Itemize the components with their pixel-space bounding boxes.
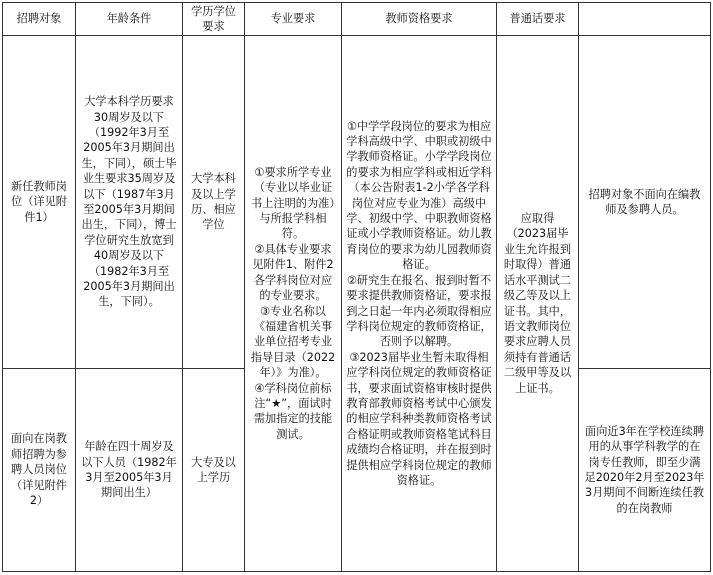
table-row	[3, 36, 711, 369]
header-age-condition: 年龄条件	[76, 3, 183, 36]
age-cell: 年龄在四十周岁及以下人员（1982年3月至2005年3月期间出生）	[76, 369, 183, 572]
header-education-degree: 学历学位要求	[183, 3, 245, 36]
header-recruitment-target: 招聘对象	[3, 3, 76, 36]
age-cell: 大学本科学历要求30周岁及以下（1992年3月至2005年3月期间出生，下同），硕士毕业生要求35周岁及以下（1987年3月至2005年3月期间出生，下同），博士学位研究生放宽到40周岁及以下（1982年3月至2005年3月期间出生，下同）。	[76, 36, 183, 369]
recruitment-requirements-table	[2, 2, 711, 572]
note-cell: 面向近3年在学校连续聘用的从事学科教学的在岗专任教师，即至少满足2020年2月至2023年3月期间不间断连续任教的在岗教师	[579, 369, 711, 572]
note-cell: 招聘对象不面向在编教师及参聘人员。	[579, 36, 711, 369]
header-mandarin-requirement: 普通话要求	[497, 3, 579, 36]
education-cell: 大专及以上学历	[183, 369, 245, 572]
target-cell: 新任教师岗位（详见附件1）	[3, 36, 76, 369]
major-cell: ①要求所学专业（专业以毕业证书上注明的为准）与所报学科相符。 ②具体专业要求见附件1、附件2各学科岗位对应的专业要求。 ③专业名称以《福建省机关事业单位招考专业指导目录（2022年）》为准）。 ④学科岗位前标注“★”，面试时需加指定的技能测试。	[245, 36, 342, 572]
header-row	[3, 3, 711, 36]
header-teacher-qualification: 教师资格要求	[342, 3, 497, 36]
qualification-cell: ①中学学段岗位的要求为相应学科高级中学、中职或初级中学教师资格证。小学学段岗位的要求为相应学科或相近学科（本公告附表1-2小学各学科岗位对应专业为准）高级中学、初级中学、中职教师资格证或小学教师资格证。幼儿教育岗位的要求为幼儿园教师资格证。 ②研究生在报名、报到时暂不要求提供教师资格证，要求报到之日起一年内必须取得相应学科岗位规定的教师资格证，否则予以解聘。 ③2023届毕业生暂未取得相应学科岗位规定的教师资格证书，要求面试资格审核时提供教育部教师资格考试中心颁发的相应学科种类教师资格考试合格证明或教师资格笔试科目成绩均合格证明，并在报到时提供相应学科岗位规定的教师资格证。	[342, 36, 497, 572]
header-major-requirement: 专业要求	[245, 3, 342, 36]
target-cell: 面向在岗教师招聘为参聘人员岗位（详见附件2）	[3, 369, 76, 572]
education-cell: 大学本科及以上学历、相应学位	[183, 36, 245, 369]
mandarin-cell: 应取得（2023届毕业生允许报到时取得）普通话水平测试二级乙等及以上证书。其中，语文教师岗位要求应聘人员须持有普通话二级甲等及以上证书。	[497, 36, 579, 572]
header-blank	[579, 3, 711, 36]
